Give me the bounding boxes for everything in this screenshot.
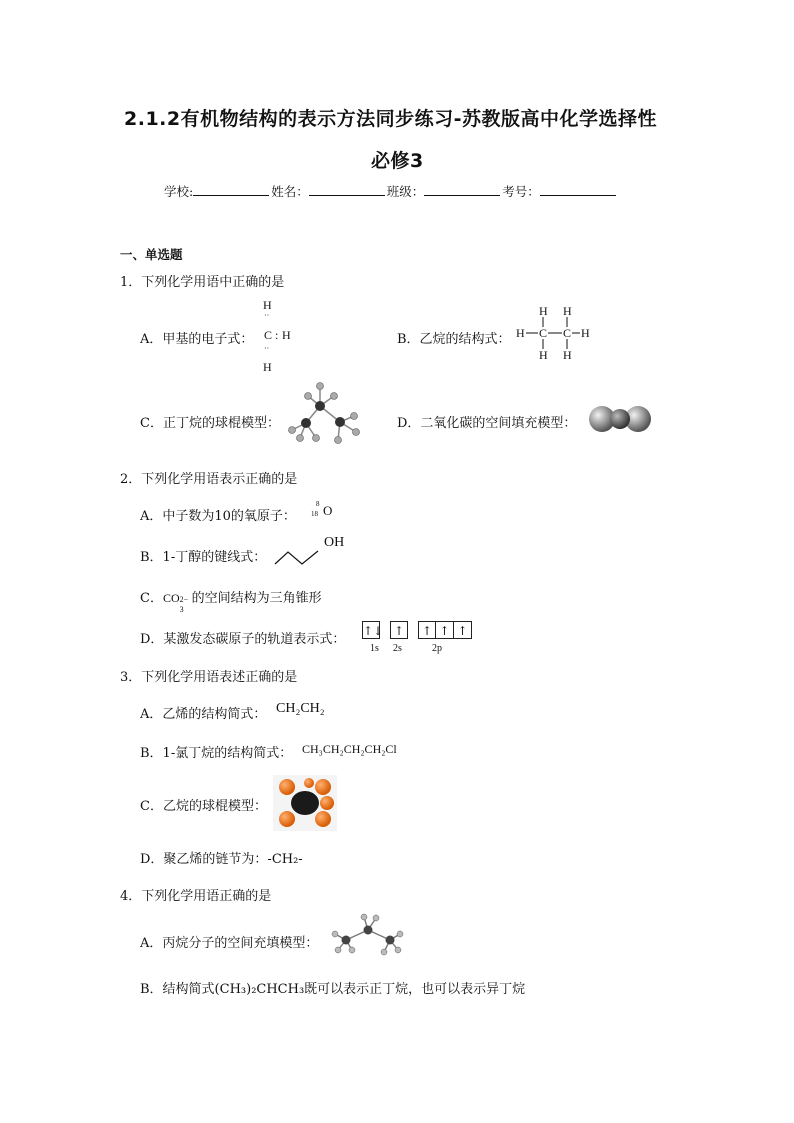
section-heading: 一、单选题 (120, 247, 183, 262)
info-line (164, 182, 618, 200)
orbital-diagram (362, 620, 476, 639)
isotope-top-number: 8 (316, 500, 320, 508)
q2-option-c-suffix: 的空间结构为三角锥形 (191, 591, 322, 606)
ethane-h: H (563, 348, 572, 362)
orbital-box-2p: ↑ (418, 621, 436, 639)
ethylene-formula: CH₂CH₂ (276, 701, 325, 716)
page-title-line2: 必修3 (371, 150, 424, 172)
lewis-h-top: H (263, 298, 272, 312)
carbonate-subscript: 3 (179, 605, 184, 614)
q1-option-a: A．甲基的电子式： (140, 332, 254, 347)
orbital-label-1s: 1s (370, 643, 379, 654)
page-title-line1: 2.1.2有机物结构的表示方法同步练习-苏教版高中化学选择性 (124, 108, 657, 130)
co2-space-filling-model (588, 403, 652, 435)
q3-option-b: B．1-氯丁烷的结构简式： (140, 746, 293, 761)
q3-option-a: A．乙烯的结构简式： (140, 707, 267, 722)
ethane-h: H (563, 304, 572, 318)
question-2-stem: 2．下列化学用语表示正确的是 (120, 472, 298, 487)
ethane-h: H (539, 348, 548, 362)
oxygen-isotope-symbol (310, 500, 336, 524)
butanol-oh-label: OH (324, 535, 345, 550)
ethane-structural-formula (516, 304, 592, 362)
question-4-stem: 4．下列化学用语正确的是 (120, 889, 272, 904)
q1-option-c: C．正丁烷的球棍模型： (140, 416, 280, 431)
lewis-dots-bottom: ·· (264, 344, 270, 353)
chlorobutane-formula: CH₃CH₂CH₂CH₂Cl (302, 742, 397, 756)
q4-option-b: B．结构简式(CH₃)₂CHCH₃既可以表示正丁烷，也可以表示异丁烷 (140, 982, 526, 997)
butane-ball-stick-model (286, 378, 362, 446)
carbonate-base: CO (162, 591, 180, 605)
q2-option-b: B．1-丁醇的键线式： (140, 550, 267, 565)
q3-option-c: C．乙烷的球棍模型： (140, 799, 267, 814)
school-label: 学校: (164, 184, 194, 199)
carbonate-charge: 2− (179, 595, 189, 604)
q2-option-c (140, 587, 322, 614)
lewis-h-bottom: H (263, 360, 272, 374)
ethane-ball-stick-model (273, 775, 337, 831)
question-1-stem: 1．下列化学用语中正确的是 (120, 275, 285, 290)
name-field[interactable] (309, 183, 385, 196)
ethane-h: H (539, 304, 548, 318)
carbonate-ion (162, 591, 192, 614)
name-label: 姓名： (271, 184, 309, 199)
isotope-bottom-number: 18 (311, 510, 318, 518)
orbital-box-1s: ↑↓ (362, 621, 380, 639)
isotope-element: O (323, 503, 333, 518)
school-field[interactable] (193, 183, 269, 196)
ethane-c: C (539, 326, 548, 340)
orbital-box-2p: ↑ (454, 621, 472, 639)
class-field[interactable] (424, 183, 500, 196)
orbital-box-2s: ↑ (390, 621, 408, 639)
methyl-lewis-structure (260, 298, 300, 376)
q1-option-d: D．二氧化碳的空间填充模型： (397, 416, 577, 431)
lewis-dots-top: ·· (264, 311, 270, 320)
orbital-label-2s: 2s (393, 643, 402, 654)
butanol-skeletal-formula (274, 548, 324, 566)
orbital-label-2p: 2p (432, 643, 442, 654)
q2-option-d: D．某激发态碳原子的轨道表示式： (140, 632, 346, 647)
lewis-colon: : (275, 328, 279, 342)
q2-option-c-prefix: C． (140, 591, 163, 606)
ethane-h: H (581, 326, 590, 340)
q3-option-d: D．聚乙烯的链节为：-CH₂- (140, 852, 303, 867)
class-label: 班级： (386, 184, 425, 199)
orbital-box-2p: ↑ (436, 621, 454, 639)
lewis-c: C (264, 328, 273, 342)
exam-no-label: 考号： (502, 184, 540, 199)
exam-no-field[interactable] (540, 183, 616, 196)
question-3-stem: 3．下列化学用语表述正确的是 (120, 670, 298, 685)
q1-option-b: B．乙烷的结构式： (397, 332, 511, 347)
lewis-h-right: H (282, 328, 291, 342)
ethane-h: H (516, 326, 525, 340)
ethane-c: C (563, 326, 572, 340)
propane-model (330, 912, 406, 956)
q4-option-a: A．丙烷分子的空间充填模型： (140, 936, 319, 951)
q2-option-a: A．中子数为10的氧原子： (140, 509, 296, 524)
